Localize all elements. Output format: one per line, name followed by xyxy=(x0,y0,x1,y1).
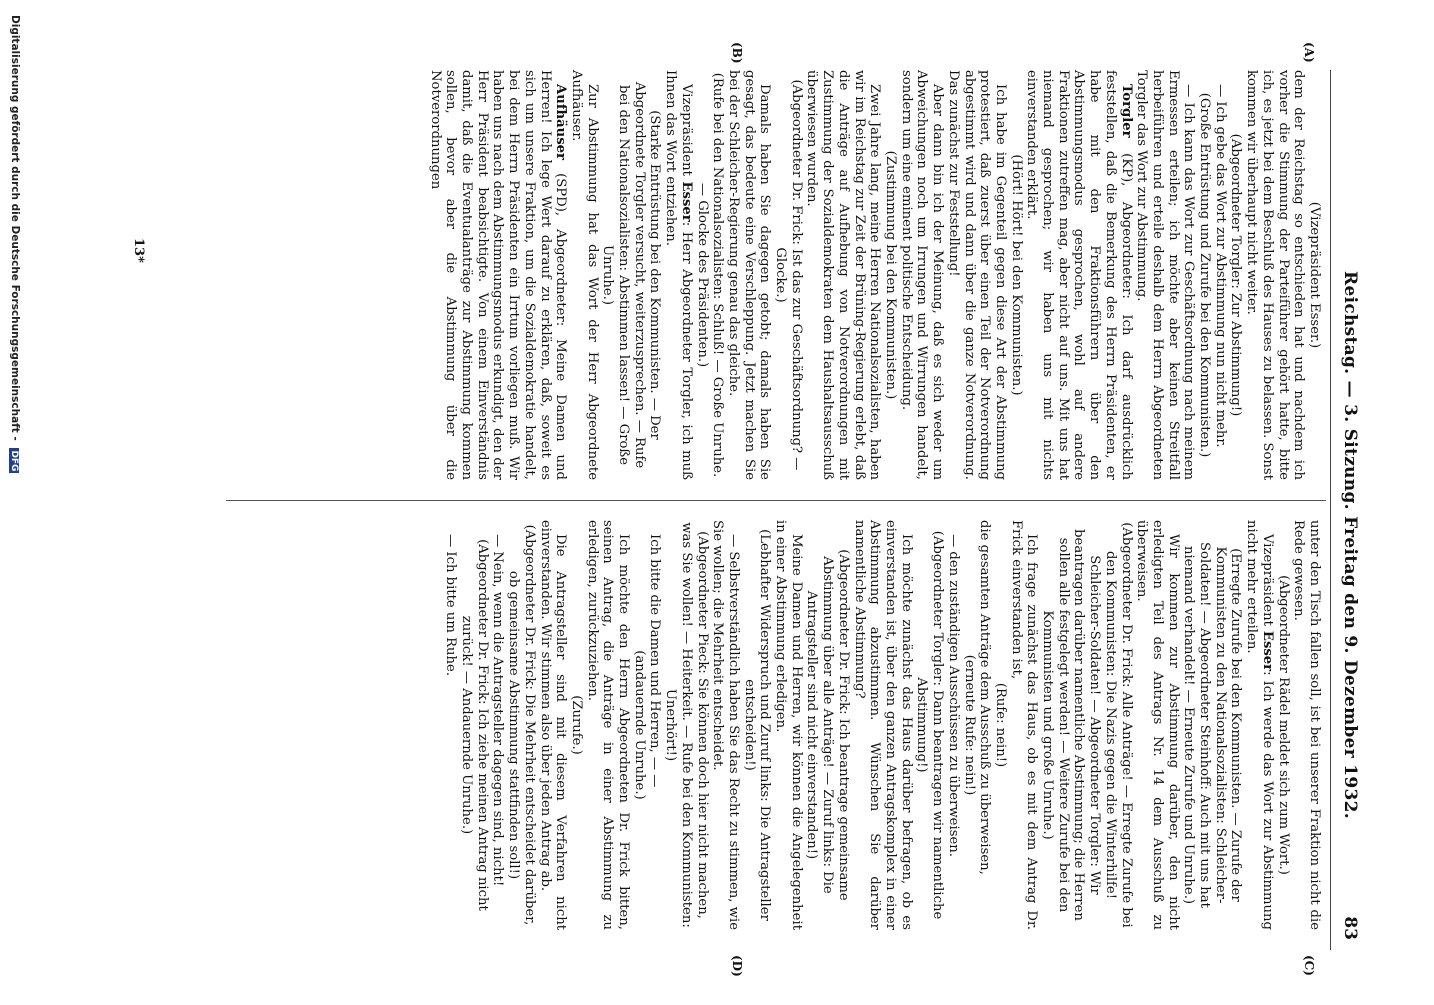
paragraph: Ich möchte zunächst das Haus darüber befragen, ob es einverstanden ist, über den ganzen Antragskomplex in einer Abstimmung abzustimmen. Wünschen Sie darüber namentliche Abstimmung? xyxy=(851,520,914,930)
page-number: 83 xyxy=(1340,916,1360,940)
column-divider xyxy=(226,500,1326,501)
paragraph: die gesamten Anträge dem Ausschuß zu überweisen, xyxy=(977,520,993,875)
paragraph: — Ich gebe das Wort zur Abstimmung nun nicht mehr. xyxy=(1212,84,1228,448)
interjection: (Abgeordneter Torgler: Dann beantragen wir namentliche Abstimmung!) xyxy=(914,530,946,920)
interjection: (Lebhafter Widerspruch und Zuruf links: Die Antragsteller entscheiden!) xyxy=(741,529,773,921)
interjection: (Abgeordneter Dr. Frick: Die Mehrheit entscheidet darüber, ob gemeinsame Abstimmung stattfinden soll!) xyxy=(506,524,537,926)
interjection: (Abgeordneter Pieck: Sie können doch hier nicht machen, was Sie wollen! — Heiterkeit. — Rufe bei den Kommunisten: Unerhört!) xyxy=(663,522,710,928)
interjection: (Abgeordneter Dr. Frick: Ich beantrage gemeinsame Abstimmung über alle Anträge! — Zuruf links: Die Antragsteller sind nicht einverstanden!) xyxy=(804,549,851,901)
interjection: (Erregte Zurufe bei den Kommunisten. — Zurufe der Kommunisten zu den Nationalsozialisten: Schleicher-Soldaten! — Abgeordneter Steinhoff: Auch mit uns hat niemand verhandelt! — Erneute Zurufe und Unruhe.) xyxy=(1181,542,1244,908)
paragraph: Ich frage zunächst das Haus, ob es mit dem Antrag Dr. Frick einverstanden ist, xyxy=(1008,520,1040,930)
speaker-name: Esser xyxy=(1259,630,1275,672)
paragraph: Aufhäuser (SPD), Abgeordneter: Meine Damen und Herren! Ich lege Wert darauf zu erklären, daß, soweit es sich um unsere Fraktion, um die Sozialdemokratie handelt, bei dem Herrn Präsidenten ein Irrtum vorliegen muß. Wir haben uns nach dem Abstimmungsmodus erkundigt, den der Herr Präsident beabsichtigte. Von einem Einverständnis damit, daß die Eventualanträge zur Abstimmung kommen sollen, bevor aber die Abstimmung über die Notverordnungen xyxy=(427,70,569,480)
paragraph: — Selbstverständlich haben Sie das Recht zu stimmen, wie Sie wollen; die Mehrheit entscheidet. xyxy=(710,520,741,930)
paragraph: Wir kommen zur Abstimmung darüber, den nicht erledigten Teil des Antrags Nr. 14 dem Ausschuß zu überweisen. xyxy=(1134,520,1181,930)
paragraph: Ich bitte die Damen und Herren, — — xyxy=(647,534,663,788)
interjection: (Starke Entrüstung bei den Kommunisten. — Der Abgeordnete Torgler versucht, weiterzusprechen. — Rufe bei den Nationalsozialisten: Abstimmen lassen! — Große Unruhe.) xyxy=(600,81,663,469)
interjection: (Rufe: nein!) xyxy=(992,682,1008,768)
paragraph: Damals haben Sie dagegen getobt; damals haben Sie gesagt, das bedeute eine Verschleppung. Jetzt machen Sie bei der Schleicher-Regierung genau das gleiche. xyxy=(725,70,773,480)
margin-letter-a: (A) xyxy=(1302,42,1316,63)
margin-letter-c: (C) xyxy=(1302,955,1316,976)
paragraph: unter den Tisch fallen soll, ist bei unserer Fraktion nicht die Rede gewesen. xyxy=(1291,520,1322,930)
paragraph: Vizepräsident Esser: Herr Abgeordneter Torgler, ich muß Ihnen das Wort entziehen. xyxy=(663,70,694,480)
paragraph: Aber dann bin ich der Meinung, daß es sich weder um Abweichungen noch um Irrungen und Wirrungen handelt, sondern um eine eminent politische Entscheidung. xyxy=(898,70,946,480)
margin-letter-d: (D) xyxy=(730,955,744,977)
digitization-credit xyxy=(7,15,21,1005)
interjection: (Große Entrüstung und Zurufe bei den Kommunisten.) xyxy=(1197,92,1213,458)
paragraph: Vizepräsident Esser: Ich werde das Wort zur Abstimmung nicht mehr erteilen. xyxy=(1244,520,1275,930)
interjection: (Abgeordneter Dr. Frick: Alle Anträge! — Erregte Zurufe bei den Kommunisten: Die Nazis gegen die Winterhilfe! Schleicher-Soldaten! — Abgeordneter Torgler: Wir beantragen darüber namentliche Abstimmung; die Herren sollen alle festgelegt werden! — Weitere Zurufe bei den Kommunisten und große Unruhe.) xyxy=(1040,522,1134,928)
speaker-name: Aufhäuser xyxy=(553,84,569,160)
interjection: (Rufe bei den Nationalsozialisten: Schluß! — Große Unruhe. — Glocke des Präsidenten.) xyxy=(694,72,726,478)
paragraph: Zwei Jahre lang, meine Herren Nationalsozialisten, haben wir im Reichstag zur Zeit der Brüning-Regierung erlebt, daß die Anträge auf Aufhebung von Notverordnungen mit Zustimmung der Sozialdemokraten dem Haushaltsausschuß überwiesen wurden. xyxy=(804,70,883,480)
margin-letter-b: (B) xyxy=(730,42,744,64)
digitization-note: Digitalisierung gefördert durch die Deutsche Forschungsgemeinschaft - xyxy=(9,15,21,441)
left-text-column xyxy=(427,70,1322,480)
paragraph: Die Antragsteller sind mit diesem Verfahren nicht einverstanden. Wir stimmen also über jeden Antrag ab. xyxy=(537,520,569,930)
paragraph: Zur Abstimmung hat das Wort der Herr Abgeordnete Aufhäuser. xyxy=(568,70,600,480)
paragraph: Ich möchte den Herrn Abgeordneten Dr. Frick bitten, seinen Antrag, die Anträge in einer Abstimmung zu erledigen, zurückzuziehen. xyxy=(584,520,632,930)
dfg-logo-icon: DFG xyxy=(9,450,19,472)
interjection: (Zurufe.) xyxy=(568,695,584,755)
paragraph: — Ich bitte um Ruhe. xyxy=(443,534,459,677)
header-title: Reichstag. — 3. Sitzung. Freitag den 9. Dezember 1932. xyxy=(1340,271,1360,819)
interjection: (Hört! Hört! bei den Kommunisten.) xyxy=(1008,154,1024,396)
paragraph: — Nein, wenn die Antragsteller dagegen sind, nicht! xyxy=(490,534,506,887)
interjection: (andauernde Unruhe.) xyxy=(631,650,647,800)
paragraph: Torgler (KP), Abgeordneter: Ich darf ausdrücklich feststellen, daß die Bemerkung des Herrn Präsidenten, er habe mit den Fraktionsführern über den Abstimmungsmodus gesprochen, wohl auf andere Fraktionen zutreffen mag, aber nicht auf uns. Mit uns hat niemand gesprochen; wir haben uns mit nichts einverstanden erklärt. xyxy=(1024,70,1134,480)
page-header xyxy=(1336,70,1360,940)
paragraph: — den zuständigen Ausschüssen zu überweisen. xyxy=(945,534,961,857)
interjection: (Vizepräsident Esser.) xyxy=(1307,201,1322,349)
paragraph: — Ich kann das Wort zur Geschäftsordnung nach meinem Ermessen erteilen; ich möchte aber keinen Streitfall herbeiführen und erteile deshalb dem Herrn Abgeordneten Torgler das Wort zur Abstimmung. xyxy=(1134,70,1197,480)
sheet-signature: 13* xyxy=(131,238,146,263)
header-rule xyxy=(1330,70,1331,950)
interjection: (Abgeordneter Dr. Frick: Ist das zur Geschäftsordnung? — Glocke.) xyxy=(773,79,804,471)
paragraph: Ich habe im Gegenteil gegen diese Art der Abstimmung protestiert, daß zuerst über einen Teil der Notverordnung abgestimmt wird und dann über die ganze Notverordnung. Das zunächst zur Feststellung! xyxy=(945,70,1008,480)
paragraph: dem der Reichstag so entschieden hat und nachdem ich vorher die Stimmung der Parteiführer gehört hatte, bitte ich, es jetzt bei dem Beschluß des Hauses zu belassen. Sonst kommen wir überhaupt nicht weiter. xyxy=(1244,70,1307,480)
interjection: (Abgeordneter Rädel meldet sich zum Wort.) xyxy=(1275,575,1291,875)
interjection: (Abgeordneter Torgler: Zur Abstimmung!) xyxy=(1228,133,1244,417)
interjection: (Abgeordneter Dr. Frick: Ich ziehe meinen Antrag nicht zurück! — Andauernde Unruhe.) xyxy=(459,539,490,911)
interjection: (erneute Rufe: nein!) xyxy=(961,654,977,796)
interjection: (Zustimmung bei den Kommunisten.) xyxy=(883,150,899,400)
paragraph: Meine Damen und Herren, wir können die Angelegenheit in einer Abstimmung erledigen. xyxy=(773,520,804,930)
speaker-name: Torgler xyxy=(1118,84,1134,138)
speaker-name: Esser xyxy=(678,181,694,222)
right-text-column xyxy=(443,520,1322,930)
